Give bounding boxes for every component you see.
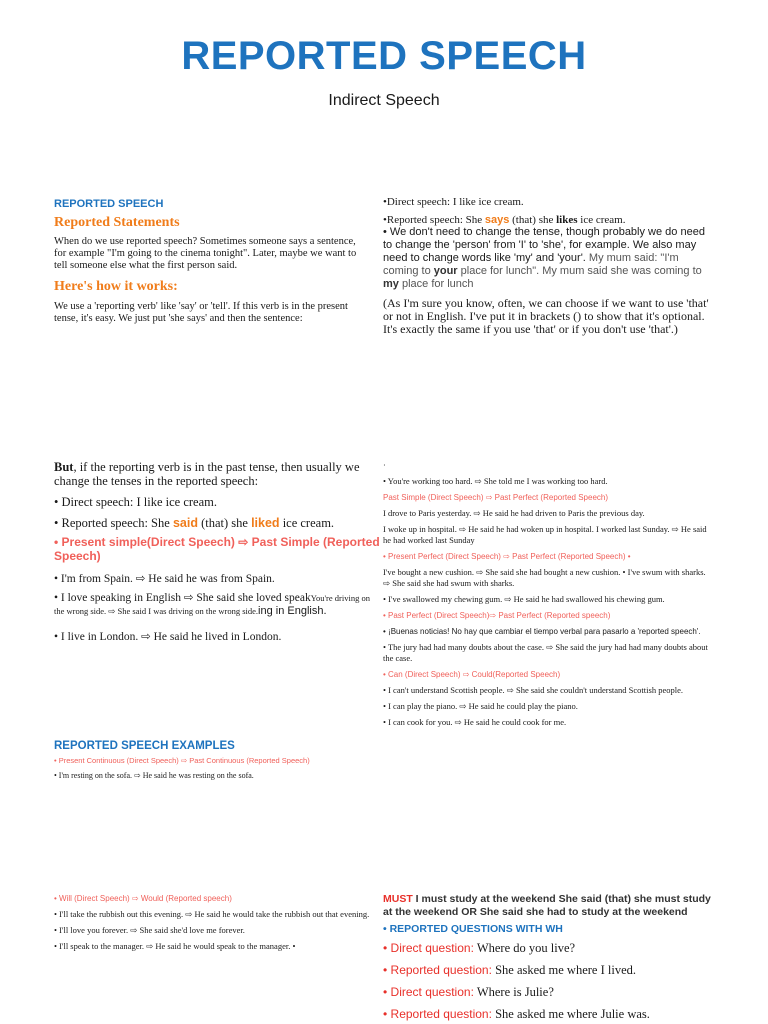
must-section xyxy=(383,893,713,1021)
example-london: • I live in London. ⇨ He said he lived in London. xyxy=(54,631,282,643)
left-mid-section xyxy=(54,460,380,643)
example-chewing-gum: • I've swallowed my chewing gum. ⇨ He said he had swallowed his chewing gum. xyxy=(383,594,665,604)
reported-speech-line: •Reported speech: She says (that) she likes ice cream. xyxy=(383,214,626,226)
left-top-section xyxy=(54,198,366,325)
example-sofa: • I'm resting on the sofa. ⇨ He said he was resting on the sofa. xyxy=(54,771,254,780)
examples-heading: REPORTED SPEECH EXAMPLES xyxy=(54,740,235,752)
page-subtitle: Indirect Speech xyxy=(328,92,440,109)
intro-paragraph: When do we use reported speech? Sometimes someone says a sentence, for example "I'm going to the cinema tonight". Later, maybe we want to tell someone else what the first person said. xyxy=(54,236,357,271)
example-forever: • I'll love you forever. ⇨ She said she'd love me forever. xyxy=(54,925,245,935)
will-would-rule: • Will (Direct Speech) ⇨ Would (Reported speech) xyxy=(54,894,232,903)
reported-speech-example: • Reported speech: She said (that) she liked ice cream. xyxy=(54,516,335,530)
past-tense-intro: But, if the reporting verb is in the past tense, then usually we change the tenses in the reported speech: xyxy=(54,460,360,488)
section-heading: REPORTED SPEECH xyxy=(54,198,164,210)
how-it-works-heading: Here's how it works: xyxy=(54,279,178,294)
bullet-dot: · xyxy=(383,460,386,470)
example-manager: • I'll speak to the manager. ⇨ He said he would speak to the manager. • xyxy=(54,941,296,951)
can-could-rule: • Can (Direct Speech) ⇨ Could(Reported Speech) xyxy=(383,670,561,679)
that-optional-note: (As I'm sure you know, often, we can choose if we want to use 'that' or not in English. I've put it in brackets () to show that it's optional. It's exactly the same if you use 'that' or if you don't use 'that'.) xyxy=(383,296,709,336)
must-example: MUST I must study at the weekend She said (that) she must study at the weekend OR She said she had to study at the weekend xyxy=(383,893,711,918)
reported-statements-heading: Reported Statements xyxy=(54,215,180,230)
example-working: • You're working too hard. ⇨ She told me I was working too hard. xyxy=(383,476,608,486)
direct-question-1: • Direct question: Where do you live? xyxy=(383,941,576,955)
example-paris: I drove to Paris yesterday. ⇨ He said he had driven to Paris the previous day. xyxy=(383,508,645,518)
example-english: • I love speaking in English ⇨ She said she loved speakYou're driving on the wrong side. ⇨ She said I was driving on the wrong side.ing in English. xyxy=(54,592,370,617)
example-rubbish: • I'll take the rubbish out this evening. ⇨ He said he would take the rubbish out that evening. xyxy=(54,909,370,919)
reporting-verb-paragraph: We use a 'reporting verb' like 'say' or 'tell'. If this verb is in the present tense, it's easy. We just put 'she says' and then the sentence: xyxy=(54,301,348,324)
spanish-note: • ¡Buenas noticias! No hay que cambiar el tiempo verbal para pasarlo a 'reported speech'. xyxy=(383,627,701,636)
example-hospital: I woke up in hospital. ⇨ He said he had woken up in hospital. I worked last Sunday. ⇨ He said he had worked last Sunday xyxy=(383,524,707,545)
reported-question-2: • Reported question: She asked me where Julie was. xyxy=(383,1007,650,1021)
right-top-section xyxy=(383,196,711,336)
example-scottish: • I can't understand Scottish people. ⇨ She said she couldn't understand Scottish people. xyxy=(383,685,683,695)
present-continuous-rule: • Present Continuous (Direct Speech) ⇨ Past Continuous (Reported Speech) xyxy=(54,756,310,765)
wh-questions-heading: • REPORTED QUESTIONS WITH WH xyxy=(383,923,563,935)
past-perfect-rule: • Past Perfect (Direct Speech)⇨ Past Perfect (Reported speech) xyxy=(383,611,611,620)
example-cook: • I can cook for you. ⇨ He said he could cook for me. xyxy=(383,717,567,727)
present-perfect-rule: • Present Perfect (Direct Speech) ⇨ Past Perfect (Reported Speech) • xyxy=(383,552,631,561)
past-simple-rule: Past Simple (Direct Speech) ⇨ Past Perfect (Reported Speech) xyxy=(383,493,609,502)
right-mid-section xyxy=(383,460,713,728)
page-title: REPORTED SPEECH xyxy=(181,34,587,78)
direct-speech-line: •Direct speech: I like ice cream. xyxy=(383,196,524,208)
direct-question-2: • Direct question: Where is Julie? xyxy=(383,985,554,999)
example-jury: • The jury had had many doubts about the case. ⇨ She said the jury had had many doubts about the case. xyxy=(383,642,708,663)
tense-explanation: • We don't need to change the tense, though probably we do need to change the 'person' from 'I' to 'she', for example. We also may need to change words like 'my' and 'your'. My mum said: "I'm coming to your place for lunch". My mum said she was coming to my place for lunch xyxy=(383,226,705,290)
will-section xyxy=(54,893,372,952)
reported-question-1: • Reported question: She asked me where I lived. xyxy=(383,963,636,977)
examples-section xyxy=(54,740,374,781)
example-cushion: I've bought a new cushion. ⇨ She said she had bought a new cushion. • I've swum with sharks. ⇨ She said she had swum with sharks. xyxy=(383,567,706,588)
present-simple-rule: • Present simple(Direct Speech) ⇨ Past Simple (Reported Speech) xyxy=(54,535,380,563)
example-spain: • I'm from Spain. ⇨ He said he was from Spain. xyxy=(54,573,275,585)
direct-speech-example: • Direct speech: I like ice cream. xyxy=(54,495,217,509)
example-piano: • I can play the piano. ⇨ He said he could play the piano. xyxy=(383,701,578,711)
